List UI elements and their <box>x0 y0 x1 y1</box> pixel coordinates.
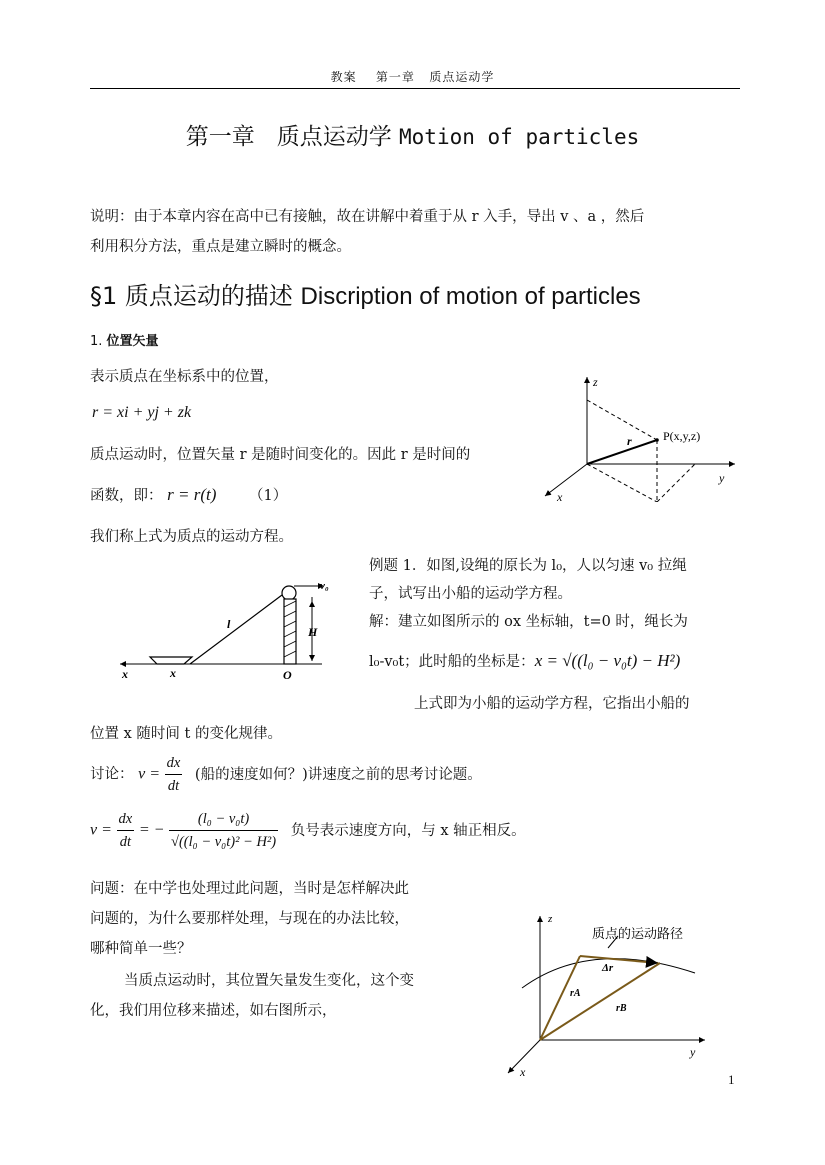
velocity-num-2: (l₀ − v₀t) <box>169 808 278 831</box>
boat-equation: x = √((l₀ − v₀t) − H²) <box>534 651 681 670</box>
page-header: 教案 第一章 质点运动学 <box>330 70 495 84</box>
chapter-title <box>0 118 825 151</box>
pos-line-1: 表示质点在坐标系中的位置， <box>90 369 279 385</box>
page-number: 1 <box>728 1072 735 1087</box>
intro-line-1: 说明：由于本章内容在高中已有接触，故在讲解中着重于从 r 入手，导出 v 、a ，然后 <box>90 209 645 225</box>
position-vector-figure <box>535 372 745 502</box>
velocity-den-2: √((l₀ − v₀t)² − H²) <box>171 834 277 850</box>
example-line-2: 子，试写出小船的运动学方程。 <box>369 586 572 602</box>
chapter-title-en: Motion of particles <box>399 125 640 149</box>
velocity-den-1: dt <box>119 834 131 850</box>
displacement-figure <box>500 908 715 1080</box>
x-axis <box>545 464 587 496</box>
example-line-5: 上式即为小船的运动学方程，它指出小船的 <box>414 696 690 712</box>
pulley <box>282 586 296 600</box>
velocity-fraction-1 <box>117 808 135 853</box>
fig2-v0-label: v₀ <box>320 580 329 592</box>
discussion-v: v = <box>138 765 161 783</box>
equation-number: （1） <box>248 488 288 504</box>
example-line-3: 解：建立如图所示的 ox 坐标轴，t=0 时，绳长为 <box>369 614 688 630</box>
velocity-fraction-2 <box>169 808 278 853</box>
fig2-o-label: O <box>283 668 292 682</box>
fig3-rb-label: rB <box>616 1003 627 1014</box>
fig1-r-label: r <box>627 434 632 448</box>
fig3-z-label: z <box>548 913 553 925</box>
position-equation: r = xi + yj + zk <box>92 404 192 421</box>
pos-line-2: 质点运动时，位置矢量 r 是随时间变化的。因此 r 是时间的 <box>90 447 471 463</box>
velocity-note: 负号表示速度方向，与 x 轴正相反。 <box>290 822 526 839</box>
subsection-number: 1. <box>90 334 107 349</box>
subsection-label: 位置矢量 <box>106 334 159 349</box>
question-line-2: 问题的，为什么要那样处理，与现在的办法比较， <box>90 911 409 927</box>
dr-vector <box>580 956 658 963</box>
motion-equation: r = r(t) <box>167 485 217 504</box>
fig2-l-label: l <box>227 617 231 631</box>
section-heading <box>90 276 641 311</box>
intro-line-2: 利用积分方法，重点是建立瞬时的概念。 <box>90 239 351 255</box>
question-line-1: 问题：在中学也处理过此问题，当时是怎样解决此 <box>90 881 409 897</box>
header-rule <box>90 88 740 89</box>
fig2-h-label: H <box>308 625 318 639</box>
pos-line-3 <box>90 480 287 511</box>
discussion-prefix: 讨论： <box>90 766 134 783</box>
section-heading-en: Discription of motion of particles <box>300 283 641 310</box>
fraction-denominator: dt <box>167 778 180 794</box>
example-line-4-prefix: l₀-v₀t；此时船的坐标是： <box>369 654 535 670</box>
question-line-3: 哪种简单一些？ <box>90 941 192 957</box>
fig3-y-label: y <box>690 1045 696 1059</box>
example-line-1: 例题 1．如图,设绳的原长为 l₀，人以匀速 v₀ 拉绳 <box>369 558 687 574</box>
velocity-num-1: dx <box>117 808 135 831</box>
question-line-5: 化，我们用位移来描述，如右图所示， <box>90 1003 337 1019</box>
fraction-numerator: dx <box>165 752 183 775</box>
fig2-x-axis-label: x <box>122 667 128 681</box>
fig3-x-label: x <box>520 1065 526 1079</box>
fig3-path-label: 质点的运动路径 <box>592 927 684 942</box>
fig2-x-label: x <box>170 666 176 680</box>
example-line-6: 位置 x 随时间 t 的变化规律。 <box>90 726 282 742</box>
discussion-suffix: (船的速度如何？)讲速度之前的思考讨论题。 <box>194 766 482 783</box>
r-vector <box>587 440 657 464</box>
fig3-ra-label: rA <box>570 988 581 999</box>
fig1-y-label: y <box>719 471 725 485</box>
boat-rope-figure <box>112 575 342 685</box>
fig1-x-label: x <box>557 490 563 502</box>
example-line-4 <box>369 646 680 677</box>
section-heading-cn: §1 质点运动的描述 <box>90 282 301 310</box>
boat <box>150 657 192 664</box>
fig3-dr-label: Δr <box>602 962 614 974</box>
discussion-line <box>90 752 482 797</box>
pos-line-4: 我们称上式为质点的运动方程。 <box>90 529 293 545</box>
velocity-lhs: v = <box>90 821 112 839</box>
velocity-equation-line <box>90 808 526 853</box>
fig1-p-label: P(x,y,z) <box>663 429 701 443</box>
dx-dt-fraction <box>165 752 183 797</box>
chapter-title-cn: 第一章 质点运动学 <box>185 124 400 150</box>
pos-line-3-prefix: 函数，即： <box>90 488 163 504</box>
velocity-mid: = − <box>138 821 165 839</box>
point-p <box>655 438 659 442</box>
rope <box>190 595 282 664</box>
fig1-z-label: z <box>593 375 598 389</box>
subsection-heading <box>90 330 159 349</box>
question-line-4: 当质点运动时，其位置矢量发生变化，这个变 <box>124 973 414 989</box>
